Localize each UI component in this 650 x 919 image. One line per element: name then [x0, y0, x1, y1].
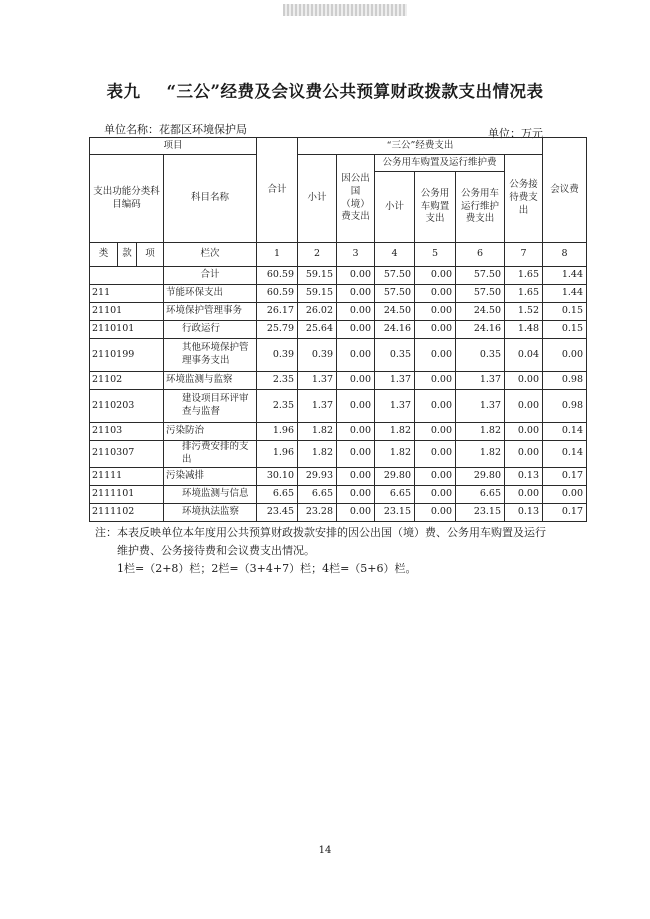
cell-value: 0.00 [543, 485, 587, 503]
cell-value: 1.37 [375, 390, 415, 423]
cell-value: 0.00 [337, 441, 375, 468]
cell-value: 0.00 [415, 321, 456, 339]
cell-value: 0.00 [415, 267, 456, 285]
cell-value: 23.15 [456, 503, 505, 521]
cell-value: 0.00 [415, 285, 456, 303]
cell-value: 1.65 [505, 267, 543, 285]
cell-value: 0.00 [337, 303, 375, 321]
row-code: 2111101 [90, 485, 164, 503]
cell-value: 0.00 [543, 339, 587, 372]
header-name: 科目名称 [164, 155, 257, 243]
table-title: “三公”经费及会议费公共预算财政拨款支出情况表 [166, 82, 544, 101]
table-row [90, 303, 587, 321]
cell-value: 57.50 [456, 285, 505, 303]
header-lanci: 栏次 [164, 243, 257, 267]
cell-value: 0.04 [505, 339, 543, 372]
row-code: 2110199 [90, 339, 164, 372]
row-name: 环境保护管理事务 [164, 303, 257, 321]
table-row [90, 339, 587, 372]
col-num: 6 [456, 243, 505, 267]
cell-value: 2.35 [257, 390, 298, 423]
cell-value: 0.98 [543, 390, 587, 423]
table-row [90, 285, 587, 303]
row-code: 21103 [90, 423, 164, 441]
cell-value: 25.79 [257, 321, 298, 339]
table-row [90, 423, 587, 441]
unit-label: 单位：万元 [488, 127, 543, 140]
cell-value: 1.65 [505, 285, 543, 303]
cell-value: 24.16 [456, 321, 505, 339]
row-code: 21102 [90, 372, 164, 390]
cell-value: 0.00 [337, 321, 375, 339]
cell-value: 0.17 [543, 503, 587, 521]
cell-value: 0.00 [505, 423, 543, 441]
header-gouzhi: 公务用车购置支出 [415, 172, 456, 243]
table-row [90, 321, 587, 339]
cell-value: 6.65 [456, 485, 505, 503]
cell-value: 60.59 [257, 285, 298, 303]
header-gongwu-xiaoji: 小计 [375, 172, 415, 243]
row-name: 其他环境保护管理事务支出 [164, 339, 257, 372]
cell-value: 0.00 [337, 390, 375, 423]
footnote [95, 524, 565, 578]
header-code: 支出功能分类科目编码 [90, 155, 164, 243]
cell-value: 29.93 [298, 467, 337, 485]
header-lei: 类 [90, 243, 118, 267]
cell-value: 0.00 [415, 390, 456, 423]
header-heji: 合计 [257, 138, 298, 243]
header-guochu: 因公出国（境）费支出 [337, 155, 375, 243]
cell-value: 0.13 [505, 467, 543, 485]
col-num: 4 [375, 243, 415, 267]
cell-value: 0.00 [415, 423, 456, 441]
row-name: 合计 [164, 267, 257, 285]
cell-value: 1.52 [505, 303, 543, 321]
cell-value: 0.00 [415, 339, 456, 372]
header-xiang: 项 [137, 243, 164, 267]
col-num: 3 [337, 243, 375, 267]
row-name: 污染防治 [164, 423, 257, 441]
cell-value: 23.15 [375, 503, 415, 521]
cell-value: 0.17 [543, 467, 587, 485]
cell-value: 0.00 [337, 339, 375, 372]
cell-value: 0.00 [505, 372, 543, 390]
cell-value: 1.44 [543, 285, 587, 303]
cell-value: 1.48 [505, 321, 543, 339]
cell-value: 0.00 [505, 390, 543, 423]
row-name: 环境监测与信息 [164, 485, 257, 503]
unit-name: 单位名称：花都区环境保护局 [104, 123, 247, 136]
expenditure-table [89, 137, 587, 522]
row-code: 211 [90, 285, 164, 303]
cell-value: 0.00 [415, 467, 456, 485]
cell-value: 24.16 [375, 321, 415, 339]
cell-value: 0.98 [543, 372, 587, 390]
page-title [0, 78, 650, 102]
col-num: 1 [257, 243, 298, 267]
cell-value: 0.00 [415, 303, 456, 321]
cell-value: 59.15 [298, 285, 337, 303]
cell-value: 0.00 [337, 285, 375, 303]
table-row [90, 390, 587, 423]
row-name: 行政运行 [164, 321, 257, 339]
cell-value: 6.65 [375, 485, 415, 503]
row-name: 污染减排 [164, 467, 257, 485]
row-code: 21101 [90, 303, 164, 321]
cell-value: 0.00 [505, 441, 543, 468]
cell-value: 0.15 [543, 321, 587, 339]
cell-value: 30.10 [257, 467, 298, 485]
row-code: 2110101 [90, 321, 164, 339]
cell-value: 6.65 [298, 485, 337, 503]
cell-value: 57.50 [375, 267, 415, 285]
scan-artifact [283, 4, 407, 16]
cell-value: 0.00 [337, 467, 375, 485]
table-row [90, 372, 587, 390]
cell-value: 1.82 [298, 423, 337, 441]
cell-value: 26.02 [298, 303, 337, 321]
cell-value: 0.00 [415, 503, 456, 521]
col-num: 5 [415, 243, 456, 267]
cell-value: 0.00 [337, 267, 375, 285]
cell-value: 1.82 [456, 441, 505, 468]
header-gongwu-group: 公务用车购置及运行维护费 [375, 155, 505, 172]
row-code: 2110203 [90, 390, 164, 423]
cell-value: 0.13 [505, 503, 543, 521]
footnote-line: 注：本表反映单位本年度用公共预算财政拨款安排的因公出国（境）费、公务用车购置及运行 [95, 526, 546, 539]
row-name: 排污费安排的支出 [164, 441, 257, 468]
cell-value: 1.82 [375, 441, 415, 468]
row-code: 2111102 [90, 503, 164, 521]
table-row [90, 503, 587, 521]
cell-value: 0.00 [415, 372, 456, 390]
cell-value: 23.28 [298, 503, 337, 521]
cell-value: 1.44 [543, 267, 587, 285]
cell-value: 0.35 [375, 339, 415, 372]
cell-value: 0.39 [298, 339, 337, 372]
table-row [90, 467, 587, 485]
header-xiangmu: 项目 [90, 138, 257, 155]
col-num: 7 [505, 243, 543, 267]
header-sangong: “三公”经费支出 [298, 138, 543, 155]
cell-value: 1.96 [257, 441, 298, 468]
cell-value: 23.45 [257, 503, 298, 521]
row-name: 环境监测与监察 [164, 372, 257, 390]
cell-value: 24.50 [456, 303, 505, 321]
cell-value: 1.37 [298, 372, 337, 390]
cell-value: 0.00 [337, 423, 375, 441]
table-row [90, 485, 587, 503]
footnote-formula: 1栏=（2+8）栏；2栏=（3+4+7）栏；4栏=（5+6）栏。 [117, 562, 417, 575]
header-xiaoji: 小计 [298, 155, 337, 243]
header-yunxing: 公务用车运行维护费支出 [456, 172, 505, 243]
cell-value: 29.80 [375, 467, 415, 485]
table-number: 表九 [106, 82, 141, 101]
table-body [90, 267, 587, 522]
row-name: 建设项目环评审查与监督 [164, 390, 257, 423]
cell-value: 0.00 [337, 503, 375, 521]
cell-value: 1.82 [298, 441, 337, 468]
cell-value: 2.35 [257, 372, 298, 390]
cell-value: 6.65 [257, 485, 298, 503]
cell-value: 24.50 [375, 303, 415, 321]
row-name: 环境执法监察 [164, 503, 257, 521]
row-code: 2110307 [90, 441, 164, 468]
cell-value: 57.50 [456, 267, 505, 285]
cell-value: 59.15 [298, 267, 337, 285]
cell-value: 0.35 [456, 339, 505, 372]
header-kuan: 款 [118, 243, 137, 267]
table-row [90, 267, 587, 285]
cell-value: 1.37 [456, 372, 505, 390]
cell-value: 0.00 [337, 372, 375, 390]
header-huiyi: 会议费 [543, 138, 587, 243]
row-code [90, 267, 164, 285]
cell-value: 0.00 [505, 485, 543, 503]
cell-value: 0.39 [257, 339, 298, 372]
cell-value: 1.37 [298, 390, 337, 423]
cell-value: 57.50 [375, 285, 415, 303]
footnote-line: 维护费、公务接待费和会议费支出情况。 [117, 544, 315, 557]
row-code: 21111 [90, 467, 164, 485]
page-number: 14 [318, 845, 332, 856]
cell-value: 60.59 [257, 267, 298, 285]
cell-value: 1.82 [456, 423, 505, 441]
cell-value: 1.82 [375, 423, 415, 441]
cell-value: 0.00 [415, 485, 456, 503]
cell-value: 25.64 [298, 321, 337, 339]
row-name: 节能环保支出 [164, 285, 257, 303]
col-num: 8 [543, 243, 587, 267]
cell-value: 1.37 [456, 390, 505, 423]
table-row [90, 441, 587, 468]
cell-value: 0.14 [543, 441, 587, 468]
cell-value: 0.00 [337, 485, 375, 503]
cell-value: 1.37 [375, 372, 415, 390]
cell-value: 0.00 [415, 441, 456, 468]
cell-value: 0.15 [543, 303, 587, 321]
cell-value: 29.80 [456, 467, 505, 485]
cell-value: 1.96 [257, 423, 298, 441]
col-num: 2 [298, 243, 337, 267]
cell-value: 0.14 [543, 423, 587, 441]
header-jiedai: 公务接待费支出 [505, 155, 543, 243]
cell-value: 26.17 [257, 303, 298, 321]
